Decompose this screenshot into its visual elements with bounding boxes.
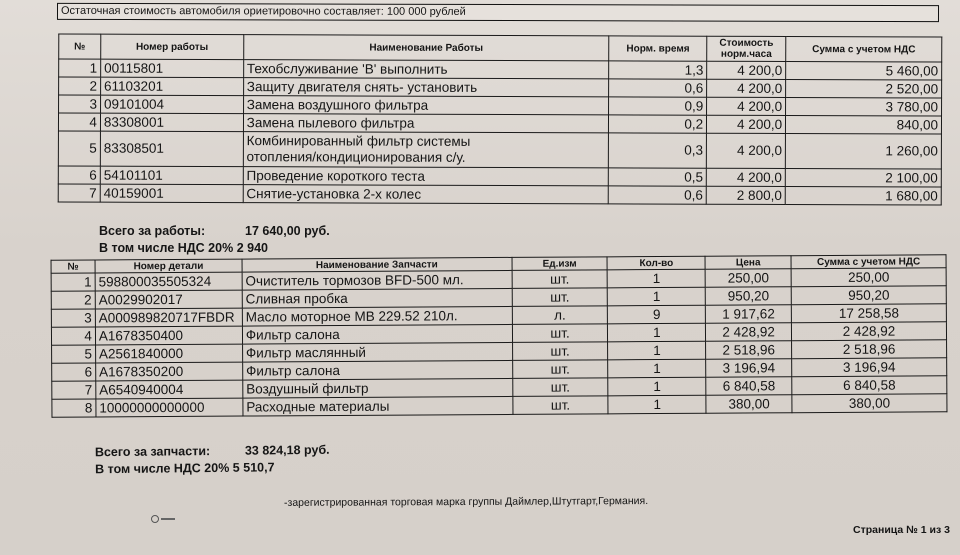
col-header-sum-vat: Сумма с учетом НДС <box>786 36 942 62</box>
part-code: A6540940004 <box>96 380 243 399</box>
unit: шт. <box>512 288 608 307</box>
works-total-value: 17 640,00 руб. <box>245 224 330 238</box>
hour-rate: 4 200,0 <box>707 133 786 168</box>
sum-vat: 2 100,00 <box>785 168 941 187</box>
row-number: 6 <box>52 363 96 381</box>
logo-wordmark <box>161 518 175 520</box>
unit: шт. <box>513 396 609 415</box>
work-name-line-2: отопления/кондиционирования с/у. <box>246 149 466 165</box>
sum-vat: 250,00 <box>791 268 946 287</box>
parts-total-label: Всего за запчасти: <box>94 444 211 460</box>
works-total-label: Всего за работы: <box>99 224 206 238</box>
price: 1 917,62 <box>706 305 792 324</box>
row-number: 1 <box>59 59 101 77</box>
part-code: A1678350200 <box>96 362 243 381</box>
col-header-work-name: Наименование Работы <box>243 35 609 61</box>
col-header-work-code: Номер работы <box>101 34 244 59</box>
col-header-hour-rate: Стоимость норм.часа <box>707 36 786 61</box>
norm-time: 0,2 <box>609 115 707 133</box>
works-vat-value: 2 940 <box>236 241 268 255</box>
price: 2 428,92 <box>706 323 792 342</box>
sum-vat: 1 260,00 <box>785 133 941 169</box>
unit: шт. <box>512 342 608 361</box>
row-number: 4 <box>51 327 95 345</box>
part-name: Сливная пробка <box>242 288 512 308</box>
row-number: 6 <box>58 166 100 184</box>
price: 950,20 <box>705 287 791 306</box>
sum-vat: 950,20 <box>791 286 946 305</box>
quantity: 1 <box>608 341 706 360</box>
quantity: 9 <box>608 305 706 324</box>
sum-vat: 2 520,00 <box>786 79 942 98</box>
work-name: Защиту двигателя снять- установить <box>243 78 609 97</box>
part-name: Расходные материалы <box>243 396 513 416</box>
unit: л. <box>512 306 608 325</box>
work-code: 00115801 <box>101 59 244 77</box>
sum-vat: 17 258,58 <box>791 304 946 323</box>
price: 2 518,96 <box>706 341 792 360</box>
row-number: 3 <box>51 309 95 327</box>
work-code: 54101101 <box>100 166 243 184</box>
parts-vat-label: В том числе НДС 20% <box>95 460 230 477</box>
mercedes-star-icon <box>151 515 175 523</box>
unit: шт. <box>512 360 608 379</box>
part-name: Воздушный фильтр <box>243 378 513 398</box>
row-number: 8 <box>52 399 96 417</box>
work-code: 83308001 <box>100 113 243 131</box>
part-code: 598800035505324 <box>95 272 242 291</box>
norm-time: 0,6 <box>609 79 707 97</box>
part-name: Фильтр салона <box>243 360 513 380</box>
sum-vat: 3 780,00 <box>786 97 942 116</box>
quantity: 1 <box>608 323 706 342</box>
unit: шт. <box>512 378 608 397</box>
hour-rate: 4 200,0 <box>706 168 785 186</box>
work-name-line-1: Комбинированный фильтр системы <box>246 133 471 149</box>
col-header-number: № <box>51 260 95 273</box>
work-code: 83308501 <box>100 131 243 166</box>
work-name <box>243 132 609 168</box>
part-code: A2561840000 <box>95 344 242 363</box>
residual-value-notice: Остаточная стоимость автомобиля ориетировочно составляет: 100 000 рублей <box>57 3 939 22</box>
hour-rate: 4 200,0 <box>707 61 786 79</box>
part-code: A0029902017 <box>95 290 242 309</box>
col-header-number: № <box>59 34 101 59</box>
sum-vat: 840,00 <box>786 115 942 134</box>
hour-rate: 4 200,0 <box>707 79 786 97</box>
col-header-part-code: Номер детали <box>95 259 242 273</box>
parts-table <box>51 254 948 417</box>
work-name: Снятие-установка 2-х колес <box>243 185 609 204</box>
part-name: Масло моторное MB 229.52 210л. <box>242 306 512 326</box>
quantity: 1 <box>608 377 706 396</box>
sum-vat: 2 518,96 <box>792 340 947 359</box>
norm-time: 0,3 <box>609 133 707 168</box>
logo-circle <box>151 515 159 523</box>
sum-vat: 3 196,94 <box>792 358 947 377</box>
part-code: A1678350400 <box>95 326 242 345</box>
part-code: 10000000000000 <box>96 398 243 417</box>
quantity: 1 <box>608 395 706 414</box>
works-table <box>58 33 943 205</box>
table-row <box>58 184 941 205</box>
parts-totals <box>95 442 330 478</box>
quantity: 1 <box>608 359 706 378</box>
parts-vat-value: 5 510,7 <box>232 460 275 475</box>
norm-time: 0,5 <box>609 168 707 186</box>
norm-time: 0,6 <box>608 186 706 204</box>
work-name: Проведение короткого теста <box>243 167 609 186</box>
work-name: Замена воздушного фильтра <box>243 96 609 115</box>
sum-vat: 6 840,58 <box>792 376 947 395</box>
norm-time: 0,9 <box>609 97 707 115</box>
price: 3 196,94 <box>706 359 792 378</box>
quantity: 1 <box>608 269 706 288</box>
row-number: 5 <box>52 345 96 363</box>
row-number: 5 <box>58 131 100 166</box>
hour-rate: 4 200,0 <box>707 115 786 133</box>
row-number: 7 <box>52 381 96 399</box>
unit: шт. <box>512 270 608 289</box>
part-code: A000989820717FBDR <box>95 308 242 327</box>
col-header-unit: Ед.изм <box>512 257 608 271</box>
work-name: Техобслуживание 'B' выполнить <box>243 60 609 79</box>
trademark-note: -зарегистрированная торговая марка группы Даймлер,Штутгарт,Германия. <box>283 495 649 509</box>
col-header-part-name: Наименование Запчасти <box>242 257 512 272</box>
price: 6 840,58 <box>706 377 792 396</box>
work-name: Замена пылевого фильтра <box>243 114 609 133</box>
sum-vat: 380,00 <box>792 394 947 413</box>
col-header-quantity: Кол-во <box>607 256 705 270</box>
work-code: 09101004 <box>100 95 243 113</box>
row-number: 4 <box>58 113 100 131</box>
col-header-norm-time: Норм. время <box>609 36 707 61</box>
col-header-sum-vat: Сумма с учетом НДС <box>791 255 946 269</box>
parts-total-value: 33 824,18 руб. <box>244 442 330 458</box>
sum-vat: 2 428,92 <box>792 322 947 341</box>
row-number: 1 <box>51 273 95 291</box>
part-name: Очиститель тормозов BFD-500 мл. <box>242 270 512 290</box>
quantity: 1 <box>608 287 706 306</box>
works-totals <box>99 223 330 257</box>
work-code: 61103201 <box>101 77 244 95</box>
works-vat-label: В том числе НДС 20% <box>99 241 234 255</box>
part-name: Фильтр салона <box>242 324 512 344</box>
row-number: 7 <box>58 184 100 202</box>
works-header-row <box>59 34 942 62</box>
row-number: 3 <box>59 95 101 113</box>
part-name: Фильтр маслянный <box>242 342 512 362</box>
work-code: 40159001 <box>100 184 243 202</box>
col-header-price: Цена <box>705 256 791 270</box>
price: 380,00 <box>706 395 792 414</box>
hour-rate: 4 200,0 <box>707 97 786 115</box>
hour-rate: 2 800,0 <box>706 186 785 204</box>
page-number: Страница № 1 из 3 <box>853 524 950 536</box>
table-row <box>58 131 941 169</box>
unit: шт. <box>512 324 608 343</box>
sum-vat: 1 680,00 <box>785 186 941 205</box>
row-number: 2 <box>59 77 101 95</box>
norm-time: 1,3 <box>609 61 707 79</box>
sum-vat: 5 460,00 <box>786 61 942 80</box>
price: 250,00 <box>705 269 791 288</box>
row-number: 2 <box>51 291 95 309</box>
